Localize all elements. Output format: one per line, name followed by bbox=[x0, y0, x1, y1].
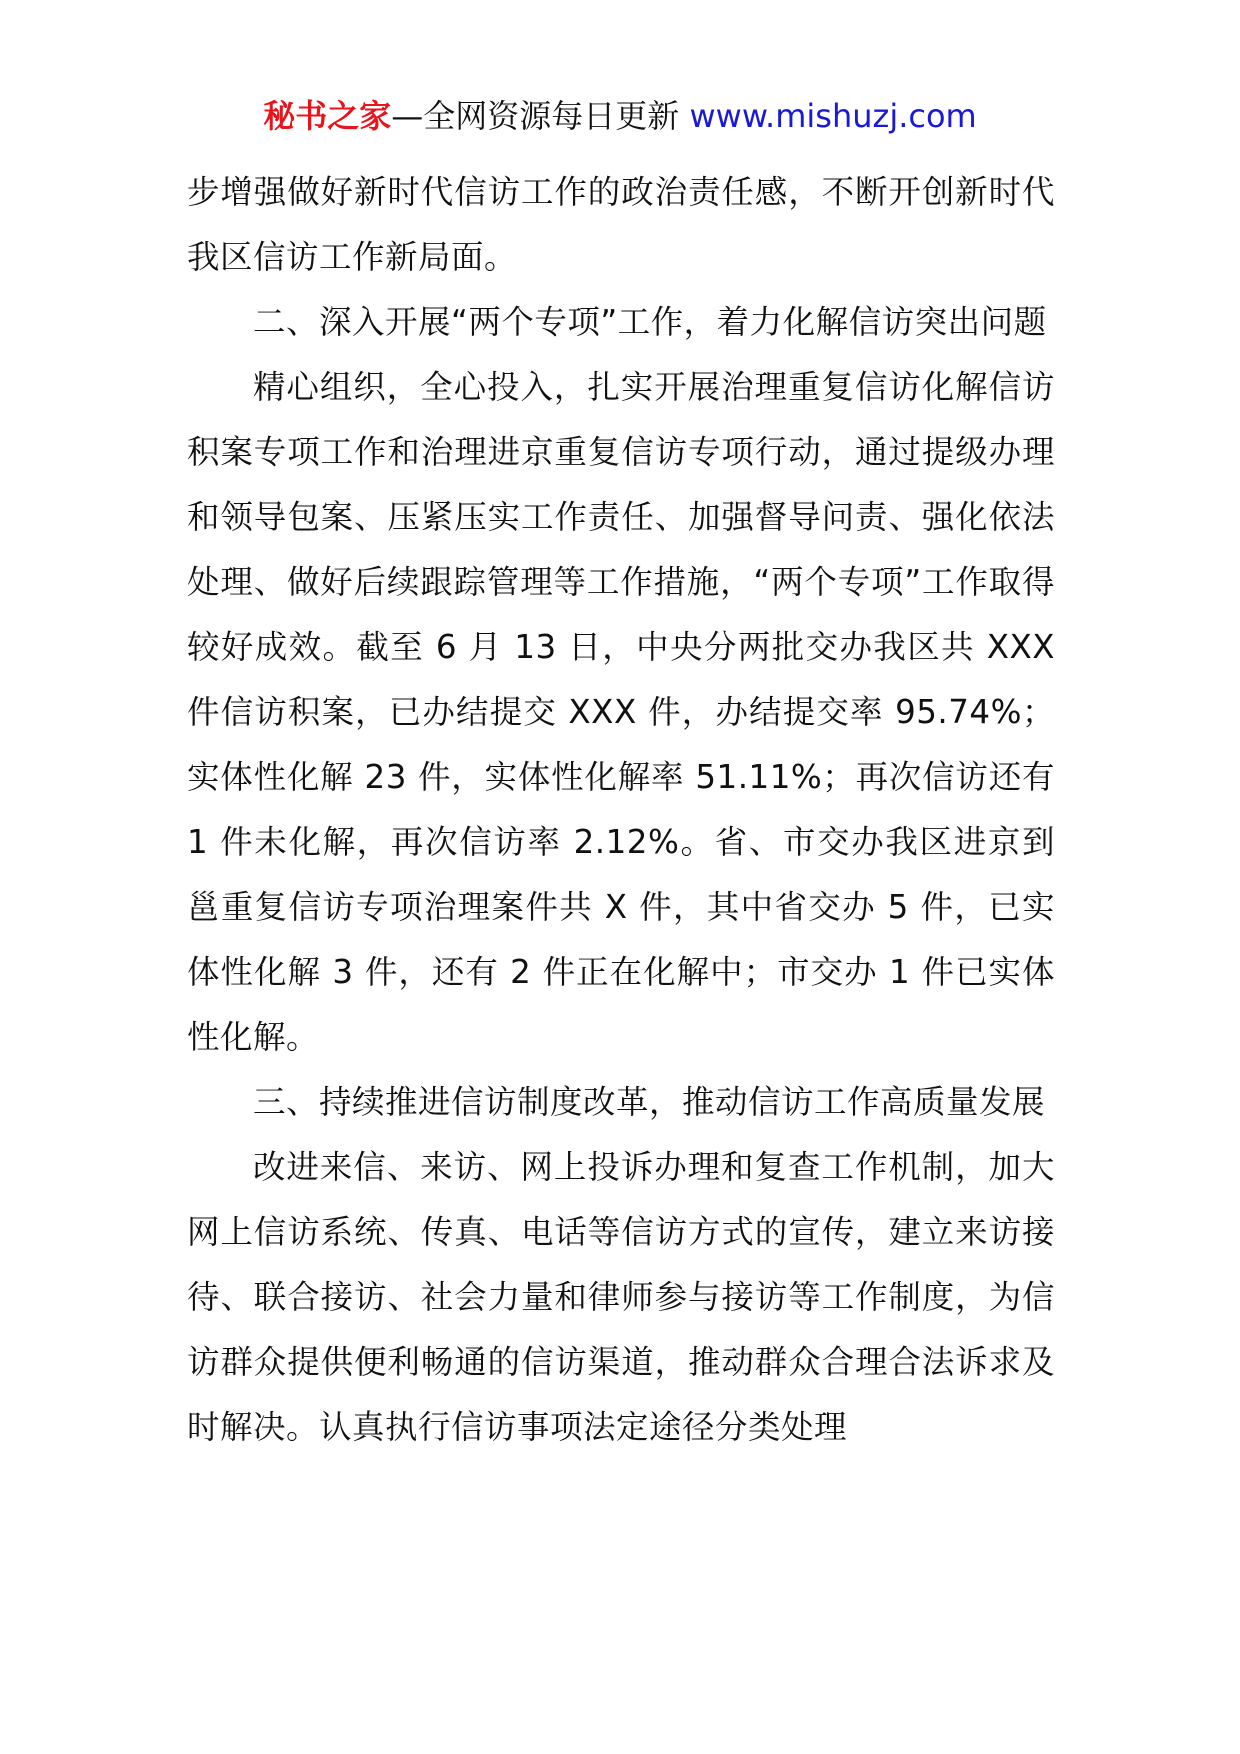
section-heading-3: 三、持续推进信访制度改革，推动信访工作高质量发展 bbox=[253, 1083, 1046, 1121]
section-heading-2: 二、深入开展“两个专项”工作，着力化解信访突出问题 bbox=[253, 303, 1047, 341]
document-body bbox=[187, 160, 1055, 1460]
header-tagline: —全网资源每日更新 bbox=[391, 97, 680, 135]
paragraph-section-3: 改进来信、来访、网上投诉办理和复查工作机制，加大网上信访系统、传真、电话等信访方式的宣传，建立来访接待、联合接访、社会力量和律师参与接访等工作制度，为信访群众提供便利畅通的信访渠道，推动群众合理合法诉求及时解决。认真执行信访事项法定途径分类处理 bbox=[187, 1148, 1055, 1446]
page-header bbox=[0, 96, 1240, 136]
header-url-link[interactable]: www.mishuzj.com bbox=[689, 97, 977, 135]
paragraph-continued: 步增强做好新时代信访工作的政治责任感，不断开创新时代我区信访工作新局面。 bbox=[187, 173, 1055, 276]
brand-name: 秘书之家 bbox=[263, 97, 392, 135]
paragraph-section-2: 精心组织，全心投入，扎实开展治理重复信访化解信访积案专项工作和治理进京重复信访专项行动，通过提级办理和领导包案、压紧压实工作责任、加强督导问责、强化依法处理、做好后续跟踪管理等工作措施，“两个专项”工作取得较好成效。截至 6 月 13 日，中央分两批交办我区共 XXX 件信访积案，已办结提交 XXX 件，办结提交率 95.74%；实体性化解 23 件，实体性化解率 51.11%；再次信访还有 1 件未化解，再次信访率 2.12%。省、市交办我区进京到邕重复信访专项治理案件共 X 件，其中省交办 5 件，已实体性化解 3 件，还有 2 件正在化解中；市交办 1 件已实体性化解。 bbox=[187, 368, 1055, 1056]
